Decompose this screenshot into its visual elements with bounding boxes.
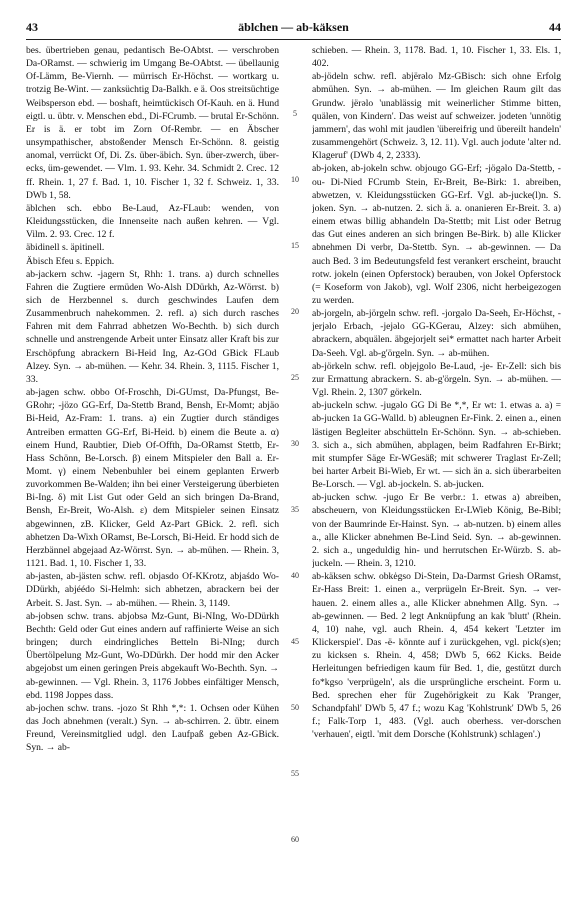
entry-abisch: Äbisch Efeu s. Eppich.: [26, 255, 115, 267]
entry-ab-jochen: ab-jochen schw. trans. -jozo St Rhh *,*: 1. Ochsen oder Kühen das Joch abnehmen (veralt.) Syn. → ab-schirren. 2. übtr. einem Freund, Vereinsmitglied udgl. den Laufpaß geben Az-GBick. Syn. → ab-: [26, 702, 279, 754]
left-column: [26, 44, 279, 894]
entry-ab-juckeln: ab-juckeln schw. -jugəlo GG Di Be *,*, Er wt: 1. etwas a. a) = ab-jucken 1a GG-Walld. b) ableugnen Er-Fink. 2. einen a., einen lästigen Begleiter abschütteln Er-Schönn. Syn. → ab-schieben. 3. sich a., sich abmühen, abplagen, beim Radfahren Er-Birkt; mit stumpfer Säge Er-WGesäß; mit schwerer Traglast Er-Zell; bei harter Arbeit Bi-Wieb, Er wt. — sich än a. sich überarbeiten Be-Lorsch. — Vgl. ab-jockeln. S. ab-jucken.: [312, 400, 561, 491]
entry-abich-cont: bes. übertrieben genau, pedantisch Be-OAbtst. — verschroben Da-ORamst. — schwierig im Umgang Be-OAbtst. — übellaunig Of-Lämm, Be-Viernh. — mürrisch Er-Höchst. — wortkarg u. trotzig Be-Wint. — zanksüchtig Da-Balkh. e ä. Oos streitsüchtige Weibsperson ebd. — boshaft, heimtückisch Of-Kauh. en ä. Hund eigtl. u. übtr. v. Menschen ebd., Di-FCrumb. — brutal Er-Schönn. Er is ä. er tobt im Zorn Of-Rembr. — en Äbscher unsympathischer, abstoßender Mensch Er-Schönn. 8. geistig anomal, verrückt Of, Di. Zs. über-äbich. Syn. über-zwerch, über-ecks, üm-gewendet. — Vlm. 1. 93. Kehr. 34. Schmidt 2. Crec. 12 ff. Rhein. 1, 27 f. Bad. 1, 10. Fischer 1, 32 f. Schweiz. 1, 33. DWb 1, 58.: [26, 45, 279, 201]
line-number: 30: [291, 439, 299, 448]
header-rule: [26, 39, 561, 40]
line-number: 35: [291, 505, 299, 514]
line-number: 20: [291, 307, 299, 316]
line-number-gutter: [284, 44, 306, 894]
entry-ab-jasten: ab-jasten, ab-jästen schw. refl. objasdo Of-KKrotz, abjaśdo Wo-DDürkh, abjéédo Si-Helmh: sich abhetzen, abrackern bei der Arbeit. S. Jast. Syn. → ab-mühen. — Rhein. 3, 1149.: [26, 571, 279, 609]
line-number: 60: [291, 835, 299, 844]
page-number-right: 44: [549, 20, 561, 34]
entry-ab-jobsen: ab-jobsen schw. trans. abjobsə Mz-Gunt, Bi-NIng, Wo-DDürkh Bechth: Geld oder Gut eines andern auf raffinierte Weise an sich bringen; durch eindringliches Betteln Bi-NIng; durch Übertölpelung Mz-Gunt, Wo-DDürkh. Der hodd mir den Acker abgejobst um einen geringen Preis abgekauft Wo-Bechth. Syn. → ab-gewinnen. — Vgl. Rhein. 3, 1176 Jobbes einfältiger Mensch, ebd. 1198 Joppes dass.: [26, 610, 279, 701]
entry-ab-jucken: ab-jucken schw. -jugo Er Be verbr.: 1. etwas a) abreiben, abscheuern, von Kleidungsstücken Er-LWieb König, Be-Bibl; von der Baumrinde Er-Hainst. Syn. → ab-nutzen. b) einem alles a., alle Klicker abnehmen Be-Lind Seid. Syn. → ab-gewinnen. 2. sich a., ungeduldig hin- und herrutschen Er-Würzb. S. ab-juckeln. — Rhein. 3, 1210.: [312, 492, 561, 570]
page-number-left: 43: [26, 20, 38, 34]
line-number: 45: [291, 637, 299, 646]
entry-abidinell: äbidinell s. äpitinell.: [26, 242, 105, 254]
running-head: äblchen — ab-käksen: [238, 20, 349, 34]
line-number: 55: [291, 769, 299, 778]
entry-ab-jackern: ab-jackern schw. -jagern St, Rhh: 1. trans. a) durch schnelles Fahren die Zugtiere ermüden Wo-Alsh DDürkh, Az-Wörrst. b) sich de Herzbennel s. durch geschwindes Laufen dem Zusammenbruch nahekommen. 2. refl. a) sich durch rasches Fahren mit dem Fahrrad abhetzen Wo-Bechth. b) sich durch schnelle und anstrengende Arbeit unter Einsatz aller Kraft bis zur Erschöpfung abrackern Bi-Heid Ing, Az-GOd GBick FLaub Alzey. Syn. → ab-mühen. — Kehr. 34. Rhein. 3, 1115. Fischer 1, 33.: [26, 268, 279, 385]
line-number: 40: [291, 571, 299, 580]
line-number: 25: [291, 373, 299, 382]
entry-ablchen: äblchen sch. ebbo Be-Laud, Az-FLaub: wenden, von Kleidungsstücken, die Innenseite nach außen kehren. — Vgl. Vilm. 2. 93. Crec. 12 f.: [26, 202, 279, 241]
line-number: 5: [293, 109, 297, 118]
entry-ab-jodeln: ab-jödeln schw. refl. abjërəlo Mz-GBisch: sich ohne Erfolg abmühen. Syn. → ab-mühen. — Im gleichen Raum gilt das Grundw. jërəlo 'unablässig mit weinerlicher Stimme bitten, quälen, von Kindern'. Das weist auf schweizer. jodeten 'unnötig jammern', das wohl mit jaudlen 'übereifrig und übereilt handeln' zusammengehört (Schweiz. 3, 12. 11). Vgl. auch jodute 'alter nd. Klageruf' (DWb 4, 2, 2333).: [312, 71, 561, 162]
entry-ab-jorgeln: ab-jorgeln, ab-jörgeln schw. refl. -jorgəlo Da-Seeh, Er-Höchst, -jerjəlo Erbach, -jejəlo GG-KGerau, Alzey: sich abmühen, abrackern, abquälen. äbgejorjelt sei* ermattet nach harter Arbeit Da-Seeh. Vgl. ab-g'örgeln. Syn. → ab-mühen.: [312, 308, 561, 359]
entry-ab-jagen: ab-jagen schw. obbo Of-Froschh, Di-GUmst, Da-Pfungst, Be-GRohr; -jözo GG-Erf, Da-Stettb Brand, Bensh, Er-Momt; abjäo Bi-Heid, Az-Fram: 1. trans. a) ein Zugtier durch ständiges Antreiben ermatten GG-Erf, Bi-Heid. b) einem die Beute a. α) einem Hund, Raubtier, Dieb Of-Offth, Da-ORamst Stettb, Er-Hass Schönn, Be-Lorsch. β) einem Mitspieler den Ball a. Er-Momt. γ) einem Nebenbuhler bei einem geplanten Erwerb zuvorkommen Be-Walden; ihn bei einer Versteigerung überbieten Bi-Ing. δ) mit List Gut oder Geld an sich bringen Da-Brand, Bensh, Er-Breit, Wo-Alsh. ε) dem Mitspieler seinen Einsatz abgewinnen, zB. Klicker, Geld Az-Part GBick. 2. refl. sich abhetzen Da-Wixh ORamst, Be-Lorsch, Bi-Heid. Er hodd sich de Herzbännel abgejaad Az-Wörrst. Syn. → ab-mühen. — Rhein. 3, 1121. Bad. 1, 10. Fischer 1, 33.: [26, 387, 279, 570]
entry-ab-joken: ab-joken, ab-jokeln schw. objougo GG-Erf; -jögəlo Da-Stettb, -ou- Di-Nied FCrumb Stein, Er-Breit, Be-Birk: 1. abreiben, abwetzen, v. Kleidungsstücken GG-Erf. Vgl. ab-jucke(l)n. S. joken. Syn. → ab-nutzen. 2. sich ä. a. onanieren Er-Breit. 3. a) einem etwas billig abhandeln Da-Stettb; mit List oder Betrug das Gut eines anderen an sich bringen Be-Birk. b) alle Klicker abnehmen Di verbr, Da-Stettb. Syn. → ab-gewinnen. — Da auch Bed. 3 im Bedeutungsfeld fest verankert erscheint, braucht rotw. jokeln (einen Opferstock) berauben, von Jokel Opferstock (= Koseform von Jakob), vgl. Wolf 2306, nicht herbeigezogen zu werden.: [312, 163, 561, 306]
entry-ab-jochen-cont: schieben. — Rhein. 3, 1178. Bad. 1, 10. Fischer 1, 33. Els. 1, 402.: [312, 45, 561, 70]
entry-ab-jorkeln: ab-jörkeln schw. refl. objejgolo Be-Laud, -je- Er-Zell: sich bis zur Ermattung abrackern. S. ab-g'örgeln. Syn. → ab-mühen. — Vgl. Rhein. 2, 1307 görkeln.: [312, 360, 561, 399]
entry-ab-kaksen: ab-käksen schw. obkėgso Di-Stein, Da-Darmst Griesh ORamst, Er-Hass Breit: 1. einen a., verprügeln Er-Breit. Syn. → ver-hauen. 2. einem alles a., alle Klicker abnehmen Allg. Syn. → ab-gewinnen. — Bed. 2 legt Anknüpfung an kak 'blutt' (Rhein. 4, 10) nahe, vgl. auch Rhein. 4, 454 kekert 'Letzter im Klickerspiel'. Das -ë- könnte auf i zurückgehen, vgl. pick(s)en; zu kicksen s. Rhein. 4, 458; DWb 5, 662 Kicks. Beide Herleitungen befriedigen kaum für Bed. 1, die, gestützt durch fo*kgso 'verprügeln', als die ursprüngliche erscheint. Form u. Bed. sprechen eher für Zugehörigkeit zu Kak 'Pranger, Schandpfahl' DWb 5, 47 f.; wozu Kag 'Kohlstrunk' DWb 5, 26 f.; Falk-Torp 1, 483. (Vgl. auch oberhess. ver-dorschen 'verhauen', eigtl. 'mit dem Dorsche (Kohlstrunk) schlagen'.): [312, 571, 561, 741]
line-number: 10: [291, 175, 299, 184]
line-number: 50: [291, 703, 299, 712]
right-column: [312, 44, 561, 894]
page-header: [26, 20, 561, 38]
line-number: 15: [291, 241, 299, 250]
